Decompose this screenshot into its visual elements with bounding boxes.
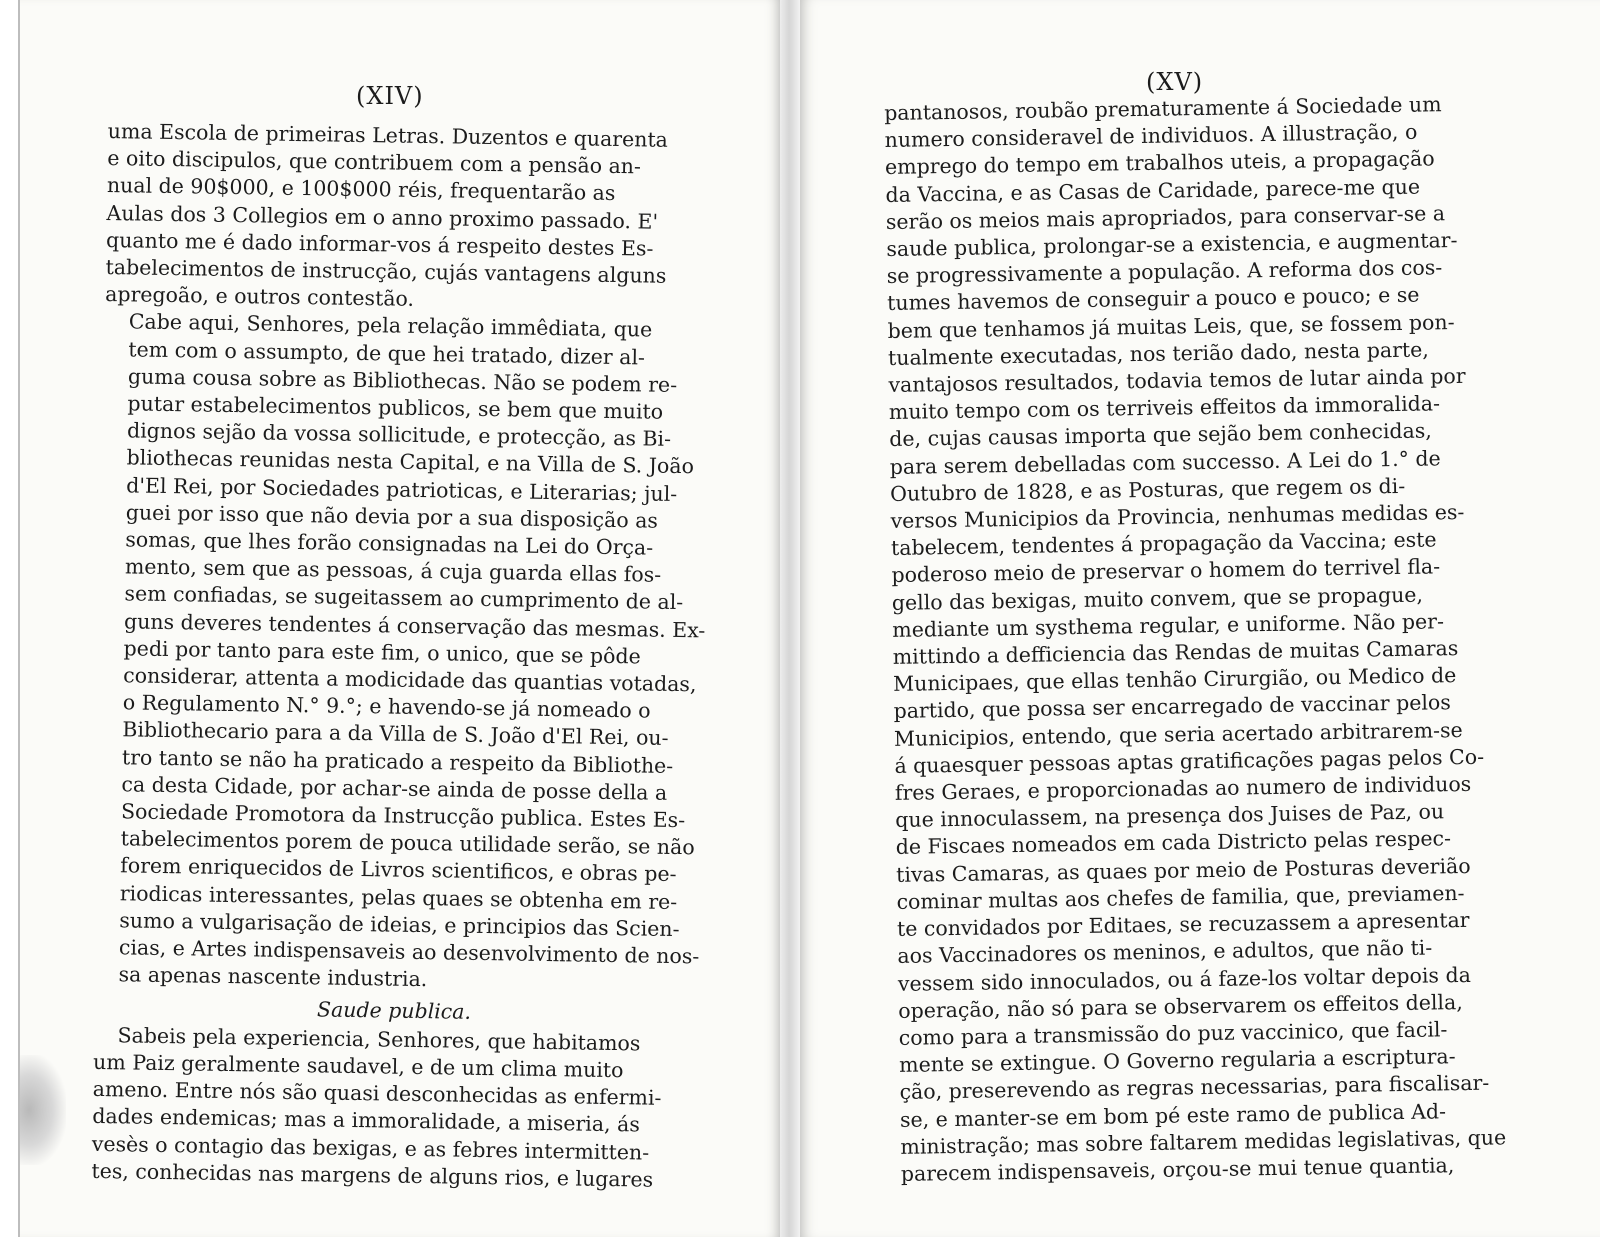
paragraph-1 <box>105 118 708 318</box>
text-line: sem confiadas, se sugeitassem ao cumprimento de al- <box>124 581 684 615</box>
text-line: Municipaes, que ellas tenhão Cirurgião, ou Medico de <box>892 663 1457 697</box>
text-line: aos Vaccinadores os meninos, e adultos, que não ti- <box>897 935 1433 969</box>
text-line: como para a transmissão do puz vaccinico, que facil- <box>898 1017 1448 1050</box>
text-line: cias, e Artes indispensaveis ao desenvolvimento de nos- <box>118 935 700 969</box>
text-line: tualmente executadas, nos terião dado, nesta parte, <box>887 337 1430 370</box>
text-line: se, e manter-se em bom pé este ramo de publica Ad- <box>899 1098 1447 1132</box>
text-line: sumo a vulgarisação de ideias, e principios das Scien- <box>119 908 680 941</box>
text-line: da Vaccina, e as Casas de Caridade, parece-me que <box>885 174 1421 207</box>
text-line: pantanosos, roubão prematuramente á Sociedade um <box>884 92 1442 125</box>
text-line: guns deveres tendentes á conservação das mesmas. Ex- <box>123 608 706 643</box>
text-line: tro tanto se não ha praticado a respeito da Bibliothe- <box>121 744 674 778</box>
text-line: Municipios, entendo, que seria acertado arbitrarem-se <box>893 717 1463 751</box>
book-gutter <box>780 0 800 1237</box>
text-line: gello das bexigas, muito convem, que se propague, <box>891 582 1424 615</box>
text-line: se progressivamente a população. A reforma dos cos- <box>886 255 1443 289</box>
text-line: considerar, attenta a modicidade das quantias votadas, <box>123 663 697 697</box>
text-line: Aulas dos 3 Collegios em o anno proximo passado. E' <box>106 200 659 234</box>
text-line: mittindo a defficiencia das Rendas de muitas Camaras <box>892 636 1459 669</box>
text-line: ção, preserevendo as regras necessarias, para fiscalisar- <box>899 1070 1490 1105</box>
text-line: dignos sejão da vossa sollicitude, e protecção, as Bi- <box>126 418 672 452</box>
text-line: tivas Camaras, as quaes por meio de Posturas deverião <box>895 853 1471 887</box>
text-line: ministração; mas sobre faltarem medidas legislativas, que <box>900 1125 1507 1159</box>
text-line: uma Escola de primeiras Letras. Duzentos e quarenta <box>107 118 669 152</box>
right-text-block <box>884 90 1541 1188</box>
text-line: numero consideravel de individuos. A illustração, o <box>884 119 1418 153</box>
text-line: versos Municipios da Provincia, nenhumas medidas es- <box>890 499 1465 533</box>
text-line: putar estabelecimentos publicos, se bem que muito <box>127 391 664 424</box>
section-heading: Saude publica. <box>316 996 472 1024</box>
text-line: te convidados por Editaes, se recuzassem a apresentar <box>896 908 1470 941</box>
paragraph-continued <box>884 90 1541 1188</box>
text-line: nual de 90$000, e 100$000 réis, frequentarão as <box>106 173 616 206</box>
text-line: um Paiz geralmente saudavel, e de um clima muito <box>92 1049 624 1083</box>
text-line: ca desta Cidade, por achar-se ainda de posse della a <box>121 772 668 805</box>
text-line: partido, que possa ser encarregado de vaccinar pelos <box>893 690 1451 724</box>
right-page <box>800 0 1600 1237</box>
page-number-right: (XV) <box>1146 68 1204 96</box>
text-line: bem que tenhamos já muitas Leis, que, se fossem pon- <box>887 309 1455 343</box>
text-line: tabelecimentos de instrucção, cujás vantagens alguns <box>105 254 667 288</box>
paragraph-2 <box>94 308 705 997</box>
text-line: Sociedade Promotora da Instrucção publica. Estes Es- <box>120 799 686 833</box>
text-line: Outubro de 1828, e as Posturas, que regem os di- <box>889 473 1406 506</box>
paragraph-3 <box>91 1022 693 1195</box>
text-line: pedi por tanto para este fim, o unico, que se pôde <box>123 636 641 669</box>
text-line: tabelecem, tendentes á propagação da Vaccina; este <box>890 527 1437 561</box>
text-line: fres Geraes, e proporcionadas ao numero de individuos <box>894 771 1472 805</box>
text-line: tumes havemos de conseguir a pouco e pouco; e se <box>887 283 1420 316</box>
text-line: parecem indispensaveis, orçou-se mui tenue quantia, <box>900 1153 1455 1186</box>
text-line: tabelecimentos porem de pouca utilidade serão, se não <box>120 826 695 860</box>
text-line: de Fiscaes nomeados em cada Districto pelas respec- <box>895 826 1452 860</box>
text-line: emprego do tempo em trabalhos uteis, a propagação <box>884 146 1435 180</box>
text-line: á quaesquer pessoas aptas gratificações pagas pelos Co- <box>894 744 1485 778</box>
text-line: mente se extingue. O Governo regularia a escriptura- <box>898 1044 1456 1077</box>
text-line: somas, que lhes forão consignadas na Lei do Orça- <box>125 527 654 560</box>
text-line: cominar multas aos chefes de familia, que, previamen- <box>896 880 1465 914</box>
text-line: Sabeis pela experiencia, Senhores, que habitamos <box>117 1022 641 1056</box>
text-line: mento, sem que as pessoas, á cuja guarda ellas fos- <box>124 554 662 587</box>
text-line: bliothecas reunidas nesta Capital, e na Villa de S. João <box>126 445 695 479</box>
text-line: para serem debelladas com successo. A Lei do 1.° de <box>889 445 1441 479</box>
text-line: tes, conhecidas nas margens de alguns rios, e lugares <box>91 1158 654 1192</box>
text-line: apregoão, e outros contestão. <box>105 282 415 312</box>
text-line: guma cousa sobre as Bibliothecas. Não se podem re- <box>127 364 678 397</box>
text-line: o Regulamento N.° 9.°; e havendo-se já nomeado o <box>122 690 651 723</box>
text-line: muito tempo com os terriveis effeitos da immoralida- <box>888 391 1441 425</box>
text-line: Cabe aqui, Senhores, pela relação immêdiata, que <box>128 309 653 342</box>
text-line: vesès o contagio das bexigas, e as febres intermitten- <box>91 1131 650 1165</box>
left-page <box>18 0 780 1237</box>
text-line: saude publica, prolongar-se a existencia, e augmentar- <box>886 228 1458 261</box>
page-number-left: (XIV) <box>356 82 424 110</box>
text-line: de, cujas causas importa que sejão bem conhecidas, <box>889 418 1433 452</box>
text-line: sa apenas nascente industria. <box>118 962 428 992</box>
text-line: d'El Rei, por Sociedades patrioticas, e Literarias; jul- <box>126 472 678 506</box>
left-text-block <box>91 118 708 1194</box>
text-line: que innoculassem, na presença dos Juises de Paz, ou <box>895 799 1445 833</box>
text-line: operação, não só para se observarem os effeitos della, <box>898 989 1463 1023</box>
page-stain <box>20 1055 66 1165</box>
text-line: forem enriquecidos de Livros scientificos, e obras pe- <box>120 853 677 887</box>
text-line: quanto me é dado informar-vos á respeito destes Es- <box>105 227 654 261</box>
text-line: guei por isso que não devia por a sua disposição as <box>125 500 659 533</box>
text-line: poderoso meio de preservar o homem do terrivel fla- <box>891 554 1441 588</box>
text-line: ameno. Entre nós são quasi desconhecidas as enfermi- <box>92 1076 662 1110</box>
text-line: vessem sido innoculados, ou á faze-los voltar depois da <box>897 962 1471 996</box>
text-line: mediante um systhema regular, e uniforme. Não per- <box>892 609 1445 642</box>
text-line: riodicas interessantes, pelas quaes se obtenha em re- <box>119 880 678 914</box>
text-line: Bibliothecario para a da Villa de S. João d'El Rei, ou- <box>122 717 669 751</box>
text-line: vantajosos resultados, todavia temos de lutar ainda por <box>888 363 1466 397</box>
text-line: serão os meios mais apropriados, para conservar-se a <box>885 201 1446 234</box>
text-line: tem com o assumpto, de que hei tratado, dizer al- <box>128 336 646 370</box>
text-line: e oito discipulos, que contribuem com a pensão an- <box>107 146 642 179</box>
text-line: dades endemicas; mas a immoralidade, a miseria, ás <box>92 1104 641 1137</box>
